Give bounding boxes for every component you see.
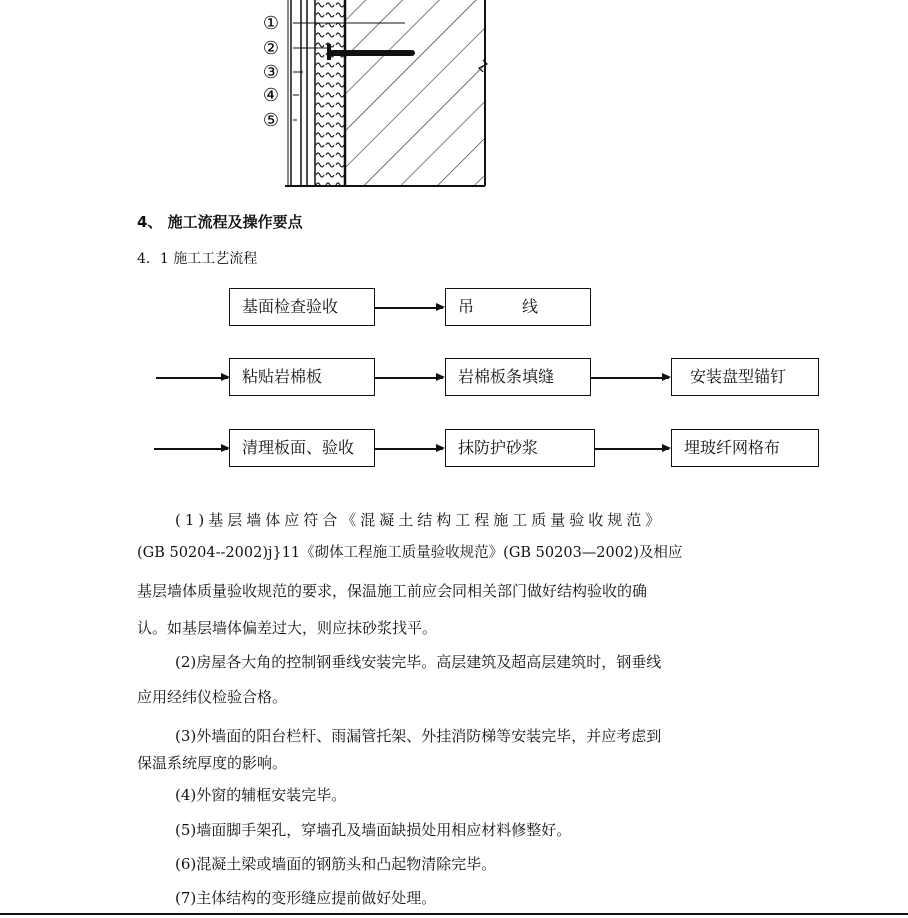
callout-3: ③: [262, 62, 280, 83]
flow-step-plumb-line: 吊 线: [445, 288, 591, 326]
callout-5: ⑤: [262, 110, 280, 131]
paragraph-4: (4)外窗的辅框安装完毕。: [175, 786, 347, 804]
paragraph-1-line-4: 认。如基层墙体偏差过大，则应抹砂浆找平。: [137, 619, 438, 637]
flow-step-clean-board: 清理板面、验收: [229, 429, 375, 467]
flow-step-install-anchors: 安装盘型锚钉: [671, 358, 819, 396]
wall-section-drawing: [255, 0, 495, 192]
flow-step-protective-mortar: 抹防护砂浆: [445, 429, 595, 467]
flow-arrow: [375, 307, 443, 309]
paragraph-1-line-1: (1)基层墙体应符合《混凝土结构工程施工质量验收规范》: [175, 511, 665, 529]
flow-arrow: [595, 448, 669, 450]
flow-arrow: [154, 448, 228, 450]
paragraph-5: (5)墙面脚手架孔，穿墙孔及墙面缺损处用相应材料修整好。: [175, 821, 572, 839]
paragraph-6: (6)混凝土梁或墙面的钢筋头和凸起物清除完毕。: [175, 855, 497, 873]
paragraph-7: (7)主体结构的变形缝应提前做好处理。: [175, 889, 437, 907]
page-bottom-rule: [0, 913, 908, 915]
callout-1: ①: [262, 13, 280, 34]
callout-2: ②: [262, 38, 280, 59]
flow-step-fill-seams: 岩棉板条填缝: [445, 358, 591, 396]
flow-step-paste-rockwool: 粘贴岩棉板: [229, 358, 375, 396]
callout-4: ④: [262, 85, 280, 106]
wall-section-figure: [255, 0, 495, 192]
flow-arrow: [375, 448, 443, 450]
section-heading: 4、 施工流程及操作要点: [137, 213, 303, 231]
flow-step-base-inspection: 基面检查验收: [229, 288, 375, 326]
flow-arrow: [156, 377, 228, 379]
paragraph-2-line-1: (2)房屋各大角的控制钢垂线安装完毕。高层建筑及超高层建筑时，钢垂线: [175, 653, 662, 671]
flow-arrow: [591, 377, 669, 379]
flow-arrow: [375, 377, 443, 379]
paragraph-2-line-2: 应用经纬仪检验合格。: [137, 688, 288, 706]
flow-step-fiberglass-mesh: 埋玻纤网格布: [671, 429, 819, 467]
section-subheading: 4．1 施工工艺流程: [137, 251, 258, 267]
paragraph-3-line-1: (3)外墙面的阳台栏杆、雨漏管托架、外挂消防梯等安装完毕，并应考虑到: [175, 727, 662, 745]
paragraph-1-line-3: 基层墙体质量验收规范的要求，保温施工前应会同相关部门做好结构验收的确: [137, 582, 648, 600]
paragraph-1-line-2: (GB 50204--2002)j}11《砌体工程施工质量验收规范》(GB 50203—2002)及相应: [137, 545, 683, 561]
paragraph-3-line-2: 保温系统厚度的影响。: [137, 754, 288, 772]
